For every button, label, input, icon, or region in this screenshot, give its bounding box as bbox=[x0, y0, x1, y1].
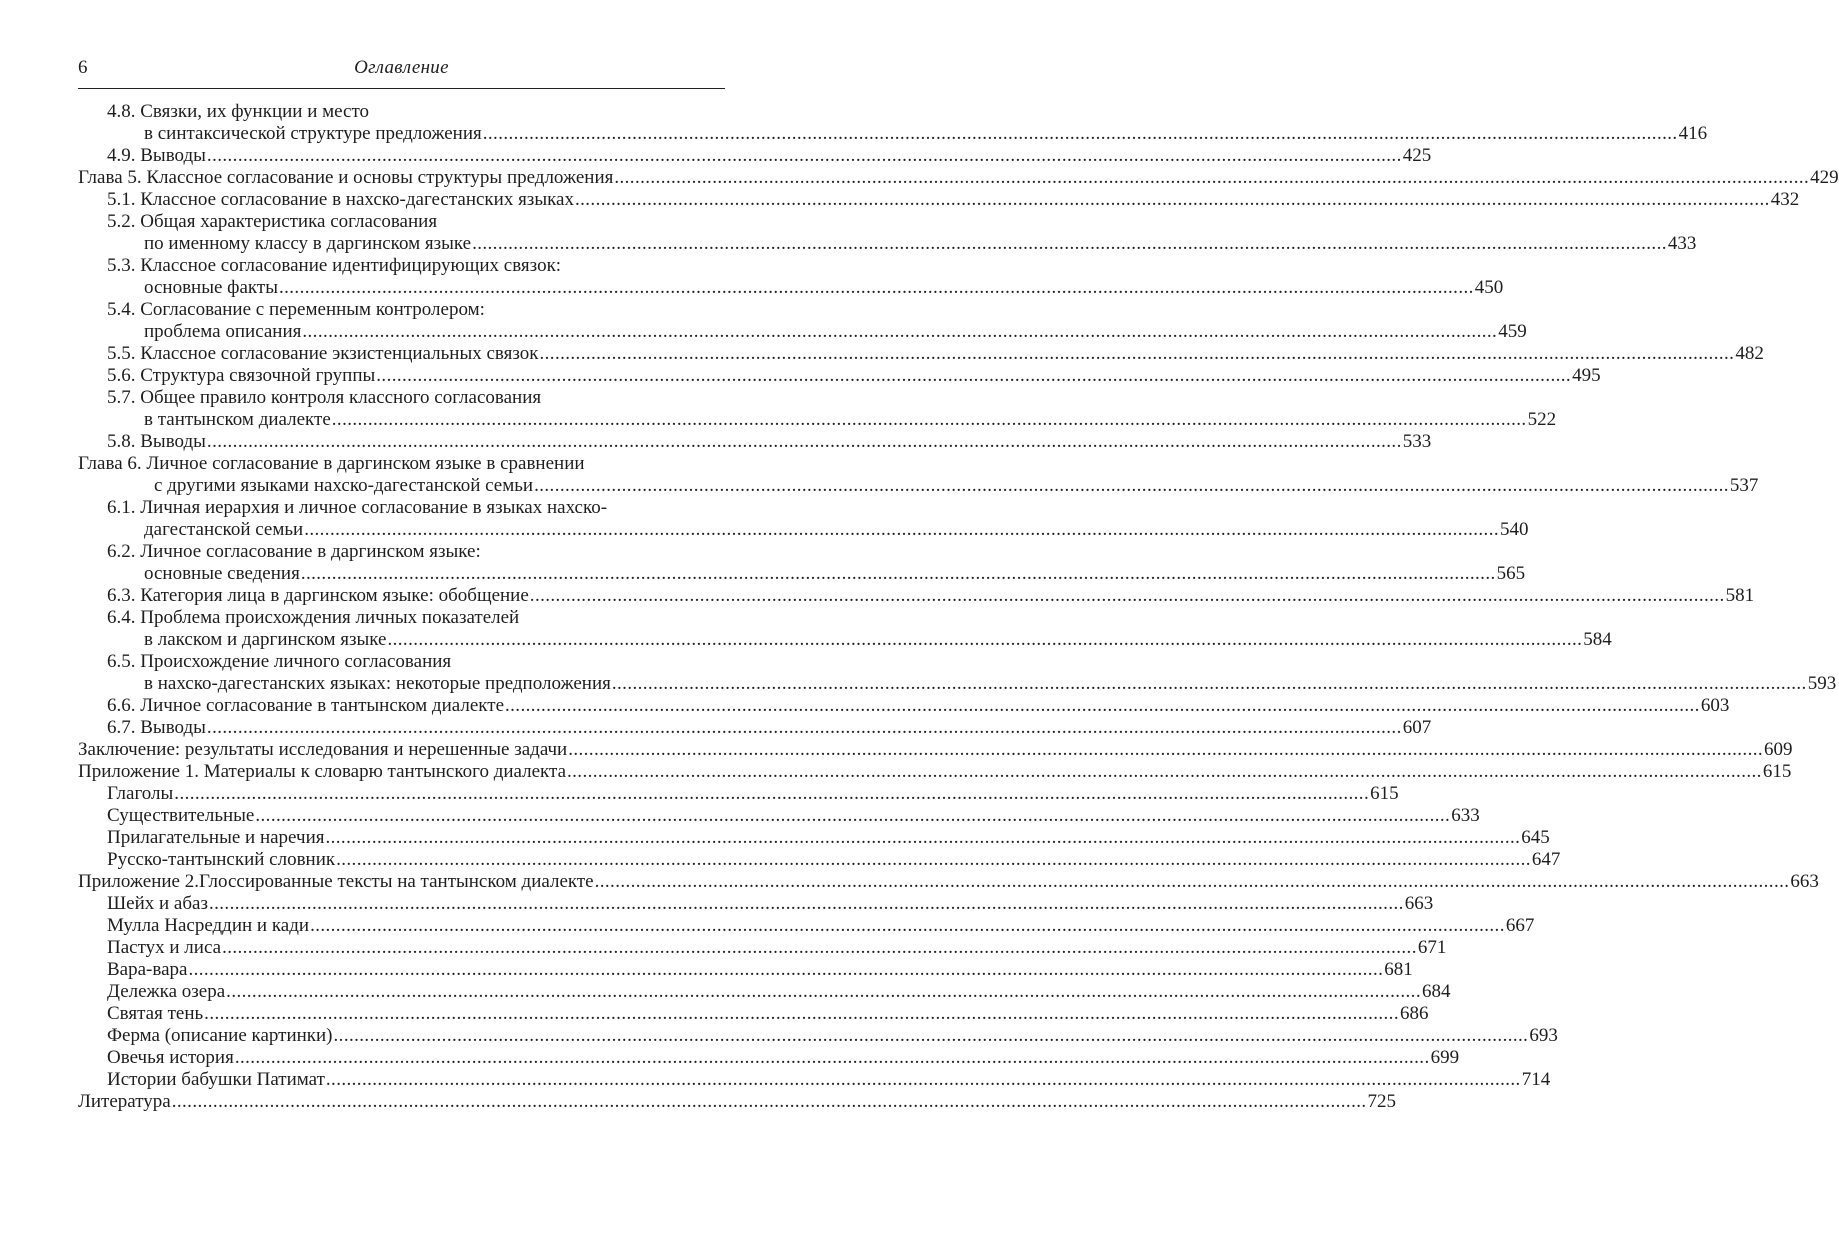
toc-entry-title: в тантынском диалекте bbox=[144, 409, 331, 430]
toc-entry-title: Глава 5. Классное согласование и основы структуры предложения bbox=[78, 167, 614, 188]
toc-entry[interactable] bbox=[78, 409, 1557, 431]
toc-page-number: 540 bbox=[1500, 519, 1529, 540]
toc-page-number: 609 bbox=[1764, 739, 1793, 760]
toc-entry[interactable] bbox=[78, 541, 725, 563]
toc-entry-title: 6.6. Личное согласование в тантынском диалекте bbox=[107, 695, 504, 716]
dot-leader bbox=[209, 893, 1404, 915]
toc-entry-title: 5.7. Общее правило контроля классного согласования bbox=[107, 387, 542, 408]
toc-page-number: 416 bbox=[1678, 123, 1708, 144]
toc-page-number: 593 bbox=[1807, 673, 1837, 694]
running-header bbox=[78, 52, 725, 89]
toc-page-number: 693 bbox=[1529, 1025, 1558, 1046]
toc-entry-line bbox=[78, 167, 1839, 189]
toc-entry-line bbox=[107, 299, 725, 321]
dot-leader bbox=[534, 475, 1729, 497]
toc-entry-title: Глава 6. Личное согласование в даргинском языке в сравнении bbox=[78, 453, 585, 474]
toc-entry[interactable] bbox=[78, 827, 1550, 849]
toc-entry-title: в лакском и даргинском языке bbox=[144, 629, 387, 650]
toc-entry[interactable] bbox=[78, 299, 725, 321]
toc-entry[interactable] bbox=[78, 189, 1800, 211]
toc-entry-line bbox=[107, 365, 1601, 387]
toc-page-number: 584 bbox=[1583, 629, 1612, 650]
toc-entry-title: 6.3. Категория лица в даргинском языке: обобщение bbox=[107, 585, 529, 606]
dot-leader bbox=[255, 805, 1450, 827]
toc-entry[interactable] bbox=[78, 211, 725, 233]
toc-entry-line bbox=[107, 431, 1432, 453]
toc-entry-line bbox=[107, 497, 725, 519]
toc-entry-line bbox=[78, 739, 1793, 761]
toc-entry-title: проблема описания bbox=[144, 321, 302, 342]
toc-entry[interactable] bbox=[78, 277, 1504, 299]
toc-entry-title: 6.4. Проблема происхождения личных показателей bbox=[107, 607, 520, 628]
dot-leader bbox=[483, 123, 1678, 145]
toc-page-number: 681 bbox=[1384, 959, 1413, 980]
toc-entry-title: Святая тень bbox=[107, 1003, 204, 1024]
dot-leader bbox=[235, 1047, 1430, 1069]
toc-entry[interactable] bbox=[78, 233, 1697, 255]
dot-leader bbox=[204, 1003, 1399, 1025]
toc-entry-line bbox=[107, 937, 1447, 959]
toc-entry-title: Литература bbox=[78, 1091, 171, 1112]
toc-entry[interactable] bbox=[78, 849, 1561, 871]
toc-entry-title: Вара-вара bbox=[107, 959, 188, 980]
toc-entry-line bbox=[154, 475, 1759, 497]
toc-entry[interactable] bbox=[78, 101, 725, 123]
toc-entry-line bbox=[107, 585, 1755, 607]
toc-entry-title: Ферма (описание картинки) bbox=[107, 1025, 333, 1046]
toc-entry-title: Приложение 2.Глоссированные тексты на тантынском диалекте bbox=[78, 871, 594, 892]
toc-entry-line bbox=[107, 915, 1535, 937]
toc-entry[interactable] bbox=[78, 145, 1432, 167]
toc-entry-title: 5.3. Классное согласование идентифицирующих связок: bbox=[107, 255, 562, 276]
toc-page-number: 537 bbox=[1729, 475, 1759, 496]
toc-entry-line bbox=[144, 233, 1697, 255]
toc-entry-line bbox=[78, 761, 1792, 783]
toc-entry-line bbox=[107, 1003, 1429, 1025]
dot-leader bbox=[304, 519, 1499, 541]
dot-leader bbox=[207, 145, 1402, 167]
dot-leader bbox=[376, 365, 1571, 387]
toc-entry-title: Заключение: результаты исследования и нерешенные задачи bbox=[78, 739, 568, 760]
toc-entry-title: Истории бабушки Патимат bbox=[107, 1069, 325, 1090]
dot-leader bbox=[174, 783, 1369, 805]
toc-page-number: 433 bbox=[1667, 233, 1697, 254]
toc-entry[interactable] bbox=[78, 497, 725, 519]
toc-page-number: 432 bbox=[1770, 189, 1800, 210]
toc-entry-title: основные факты bbox=[144, 277, 278, 298]
dot-leader bbox=[540, 343, 1735, 365]
toc-entry-line bbox=[144, 321, 1527, 343]
toc-entry-title: 5.6. Структура связочной группы bbox=[107, 365, 376, 386]
dot-leader bbox=[595, 871, 1790, 893]
toc-entry-line bbox=[107, 849, 1561, 871]
toc-entry-line bbox=[107, 805, 1480, 827]
toc-entry-line bbox=[78, 453, 725, 475]
toc-entry[interactable] bbox=[78, 739, 1793, 761]
toc-entry[interactable] bbox=[78, 167, 1839, 189]
toc-entry-line bbox=[107, 211, 725, 233]
toc-entry-title: в нахско-дагестанских языках: некоторые предположения bbox=[144, 673, 611, 694]
toc-entry-line bbox=[107, 541, 725, 563]
toc-entry[interactable] bbox=[78, 475, 1759, 497]
toc-page-number: 450 bbox=[1474, 277, 1504, 298]
toc-entry-title: 6.2. Личное согласование в даргинском языке: bbox=[107, 541, 481, 562]
toc-entry-line bbox=[107, 189, 1800, 211]
toc-entry[interactable] bbox=[78, 629, 1612, 651]
toc-entry[interactable] bbox=[78, 761, 1792, 783]
toc-entry-line bbox=[107, 1025, 1558, 1047]
toc-page-number: 603 bbox=[1700, 695, 1730, 716]
toc-entry-title: 5.4. Согласование с переменным контролером: bbox=[107, 299, 485, 320]
toc-entry-line bbox=[107, 101, 725, 123]
dot-leader bbox=[326, 1069, 1521, 1091]
dot-leader bbox=[568, 739, 1763, 761]
toc-entry-line bbox=[107, 651, 725, 673]
dot-leader bbox=[530, 585, 1725, 607]
toc-entry-title: Шейх и абаз bbox=[107, 893, 208, 914]
toc-entry[interactable] bbox=[78, 959, 1413, 981]
toc-page-number: 714 bbox=[1521, 1069, 1551, 1090]
toc-page-number: 482 bbox=[1735, 343, 1764, 364]
dot-leader bbox=[279, 277, 1474, 299]
dot-leader bbox=[614, 167, 1809, 189]
dot-leader bbox=[222, 937, 1417, 959]
dot-leader bbox=[207, 431, 1402, 453]
toc-page-number: 565 bbox=[1496, 563, 1526, 584]
toc-entry-line bbox=[78, 871, 1819, 893]
toc-entry-line bbox=[107, 387, 725, 409]
dot-leader bbox=[472, 233, 1667, 255]
toc-entry-title: Прилагательные и наречия bbox=[107, 827, 325, 848]
toc-entry-title: Существительные bbox=[107, 805, 255, 826]
toc-entry-line bbox=[107, 959, 1413, 981]
dot-leader bbox=[567, 761, 1762, 783]
table-of-contents bbox=[78, 101, 1839, 1113]
toc-page-number: 671 bbox=[1417, 937, 1447, 958]
toc-entry[interactable] bbox=[78, 893, 1434, 915]
dot-leader bbox=[332, 409, 1527, 431]
toc-entry-title: 6.7. Выводы bbox=[107, 717, 206, 738]
toc-entry-line bbox=[144, 629, 1612, 651]
toc-entry-title: 6.5. Происхождение личного согласования bbox=[107, 651, 452, 672]
toc-page-number: 663 bbox=[1404, 893, 1434, 914]
toc-entry-line bbox=[144, 123, 1708, 145]
toc-entry-title: 4.9. Выводы bbox=[107, 145, 206, 166]
toc-entry[interactable] bbox=[78, 563, 1526, 585]
toc-entry-title: 5.1. Классное согласование в нахско-дагестанских языках bbox=[107, 189, 574, 210]
toc-entry-title: Русско-тантынский словник bbox=[107, 849, 336, 870]
running-title: Оглавление bbox=[354, 57, 449, 78]
dot-leader bbox=[325, 827, 1520, 849]
toc-entry[interactable] bbox=[78, 431, 1432, 453]
toc-page-number: 647 bbox=[1531, 849, 1561, 870]
toc-entry-title: 5.5. Классное согласование экзистенциальных связок bbox=[107, 343, 539, 364]
toc-entry-line bbox=[144, 409, 1557, 431]
dot-leader bbox=[301, 563, 1496, 585]
toc-entry[interactable] bbox=[78, 365, 1601, 387]
toc-page-number: 495 bbox=[1572, 365, 1601, 386]
toc-page-number: 684 bbox=[1421, 981, 1451, 1002]
toc-entry-line bbox=[78, 1091, 1397, 1113]
toc-page-number: 429 bbox=[1810, 167, 1839, 188]
toc-entry[interactable] bbox=[78, 607, 725, 629]
toc-entry-line bbox=[107, 893, 1434, 915]
toc-entry-title: 5.8. Выводы bbox=[107, 431, 206, 452]
toc-entry[interactable] bbox=[78, 717, 1432, 739]
toc-entry-line bbox=[107, 981, 1451, 1003]
toc-entry-title: 4.8. Связки, их функции и место bbox=[107, 101, 370, 122]
toc-entry[interactable] bbox=[78, 1069, 1551, 1091]
toc-entry-line bbox=[107, 783, 1399, 805]
toc-entry[interactable] bbox=[78, 255, 725, 277]
toc-entry[interactable] bbox=[78, 387, 725, 409]
dot-leader bbox=[302, 321, 1497, 343]
dot-leader bbox=[387, 629, 1582, 651]
dot-leader bbox=[172, 1091, 1367, 1113]
toc-page-number: 663 bbox=[1790, 871, 1819, 892]
toc-entry[interactable] bbox=[78, 343, 1764, 365]
toc-entry[interactable] bbox=[78, 321, 1527, 343]
toc-page-number: 607 bbox=[1402, 717, 1432, 738]
toc-entry-line bbox=[107, 1047, 1460, 1069]
toc-entry-title: с другими языками нахско-дагестанской семьи bbox=[154, 475, 534, 496]
toc-page-number: 522 bbox=[1527, 409, 1557, 430]
toc-entry[interactable] bbox=[78, 585, 1755, 607]
toc-entry-title: Мулла Насреддин и кади bbox=[107, 915, 310, 936]
toc-entry-title: 6.1. Личная иерархия и личное согласование в языках нахско- bbox=[107, 497, 608, 518]
toc-entry-line bbox=[107, 1069, 1551, 1091]
toc-entry[interactable] bbox=[78, 651, 725, 673]
toc-entry-line bbox=[107, 255, 725, 277]
toc-entry-line bbox=[144, 563, 1526, 585]
toc-entry-title: в синтаксической структуре предложения bbox=[144, 123, 482, 144]
toc-entry-title: Глаголы bbox=[107, 783, 174, 804]
dot-leader bbox=[575, 189, 1770, 211]
dot-leader bbox=[207, 717, 1402, 739]
toc-entry-title: Пастух и лиса bbox=[107, 937, 222, 958]
toc-page-number: 581 bbox=[1725, 585, 1755, 606]
toc-entry-line bbox=[144, 673, 1837, 695]
toc-page-number: 615 bbox=[1370, 783, 1399, 804]
toc-entry-line bbox=[107, 145, 1432, 167]
toc-entry[interactable] bbox=[78, 1047, 1460, 1069]
toc-entry-line bbox=[107, 827, 1550, 849]
page-number: 6 bbox=[78, 57, 88, 78]
toc-entry[interactable] bbox=[78, 673, 1837, 695]
dot-leader bbox=[310, 915, 1505, 937]
toc-entry[interactable] bbox=[78, 915, 1535, 937]
toc-entry[interactable] bbox=[78, 453, 725, 475]
dot-leader bbox=[612, 673, 1807, 695]
toc-entry[interactable] bbox=[78, 783, 1399, 805]
toc-entry[interactable] bbox=[78, 805, 1480, 827]
toc-entry-line bbox=[107, 717, 1432, 739]
toc-entry-title: основные сведения bbox=[144, 563, 300, 584]
toc-entry-title: Приложение 1. Материалы к словарю тантынского диалекта bbox=[78, 761, 566, 782]
toc-entry[interactable] bbox=[78, 695, 1730, 717]
toc-entry-line bbox=[107, 695, 1730, 717]
toc-entry[interactable] bbox=[78, 937, 1447, 959]
toc-entry[interactable] bbox=[78, 1003, 1429, 1025]
toc-page-number: 667 bbox=[1505, 915, 1535, 936]
toc-page-number: 645 bbox=[1521, 827, 1550, 848]
toc-entry[interactable] bbox=[78, 519, 1529, 541]
toc-entry-line bbox=[144, 519, 1529, 541]
dot-leader bbox=[505, 695, 1700, 717]
toc-entry-title: Овечья история bbox=[107, 1047, 234, 1068]
toc-entry-title: дагестанской семьи bbox=[144, 519, 304, 540]
toc-page-number: 686 bbox=[1399, 1003, 1429, 1024]
toc-entry[interactable] bbox=[78, 1025, 1558, 1047]
toc-page-number: 459 bbox=[1498, 321, 1527, 342]
toc-entry[interactable] bbox=[78, 981, 1451, 1003]
toc-entry-title: Дележка озера bbox=[107, 981, 226, 1002]
dot-leader bbox=[334, 1025, 1529, 1047]
toc-entry-line bbox=[107, 343, 1764, 365]
dot-leader bbox=[336, 849, 1531, 871]
toc-entry[interactable] bbox=[78, 1091, 1397, 1113]
toc-entry-line bbox=[107, 607, 725, 629]
toc-page-number: 725 bbox=[1367, 1091, 1397, 1112]
toc-entry-line bbox=[144, 277, 1504, 299]
toc-entry-title: 5.2. Общая характеристика согласования bbox=[107, 211, 438, 232]
toc-page-number: 615 bbox=[1762, 761, 1792, 782]
toc-entry-title: по именному классу в даргинском языке bbox=[144, 233, 472, 254]
toc-page-number: 699 bbox=[1430, 1047, 1460, 1068]
toc-page-number: 425 bbox=[1402, 145, 1432, 166]
dot-leader bbox=[226, 981, 1421, 1003]
dot-leader bbox=[188, 959, 1383, 981]
toc-page-number: 533 bbox=[1402, 431, 1432, 452]
toc-page-number: 633 bbox=[1451, 805, 1480, 826]
toc-entry[interactable] bbox=[78, 871, 1819, 893]
toc-entry[interactable] bbox=[78, 123, 1708, 145]
